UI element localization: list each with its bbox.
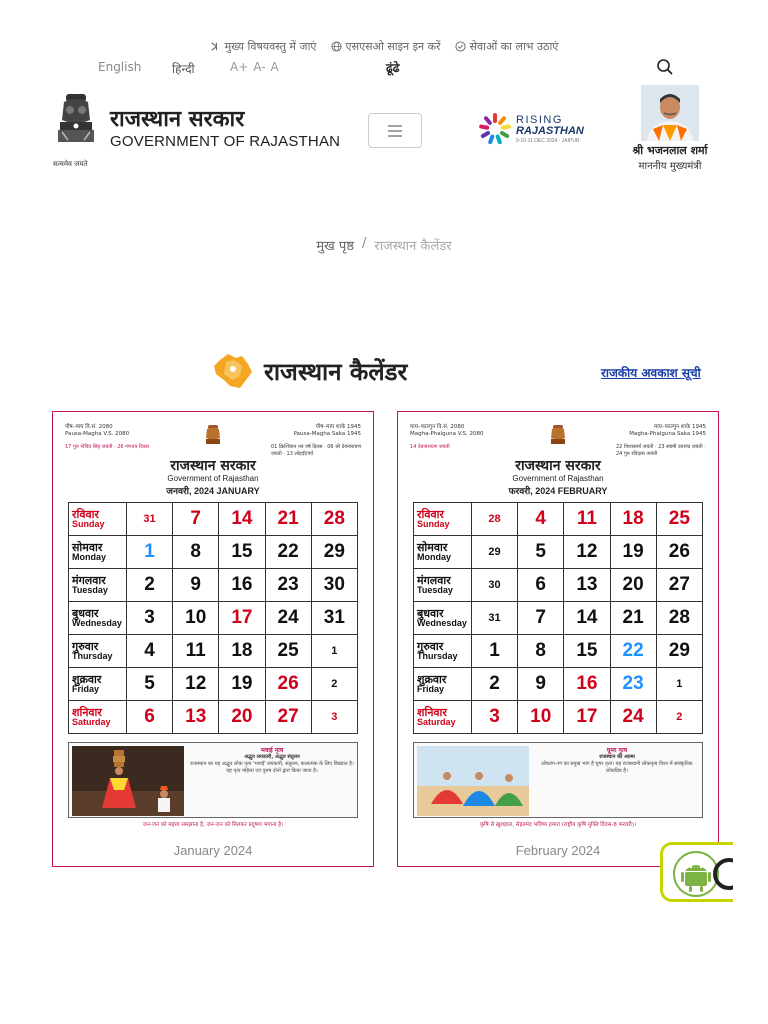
folk-dance-photo <box>72 746 184 816</box>
rising-rajasthan-icon <box>478 112 512 146</box>
weekday-hindi: सोमवार <box>72 540 103 554</box>
culture-body: लोकरंग–रंग का प्रमुख भाग है घूमर नृत्य। यह राजस्थानी लोकनृत्य विश्व में सांस्कृतिक लोकप्रिय है। <box>541 761 693 774</box>
weekday-hindi: शनिवार <box>417 705 447 719</box>
skip-to-content-label: मुख्य विषयवस्तु में जाएं <box>224 39 317 53</box>
date-cell: 11 <box>173 635 219 668</box>
era-right-hindi: पौष–माघ शाके 1945 <box>315 424 361 430</box>
language-bar <box>0 58 768 76</box>
calendar-week-row <box>69 635 358 668</box>
date-cell: 28 <box>656 602 702 635</box>
weekday-cell <box>414 602 472 635</box>
breadcrumb-home-link[interactable]: मुख पृष्ठ <box>316 239 354 254</box>
weekday-hindi: मंगलवार <box>417 573 451 587</box>
calendar-header <box>410 422 706 500</box>
date-cell: 29 <box>656 635 702 668</box>
sso-signin-link[interactable] <box>331 38 441 54</box>
search-icon[interactable] <box>656 58 674 76</box>
date-cell: 25 <box>656 503 702 536</box>
emblem-icon <box>203 424 223 450</box>
calendar-title-english: Government of Rajasthan <box>167 474 259 483</box>
weekday-cell <box>414 635 472 668</box>
check-circle-icon <box>455 41 466 52</box>
era-left-hindi: माघ–फाल्गुन वि.सं. 2080 <box>410 424 465 430</box>
date-cell: 25 <box>265 635 311 668</box>
calendar-week-row <box>69 602 358 635</box>
era-left-english: Pausa-Magha V.S. 2080 <box>65 431 130 437</box>
date-cell: 30 <box>311 569 357 602</box>
ashoka-emblem-icon[interactable] <box>52 92 100 170</box>
weekday-hindi: शनिवार <box>72 705 102 719</box>
date-cell: 11 <box>564 503 610 536</box>
calendar-card-february[interactable] <box>397 411 719 867</box>
calendar-era-right <box>271 424 361 438</box>
date-cell: 10 <box>173 602 219 635</box>
search-label[interactable]: ढूंढे <box>386 61 400 75</box>
date-cell: 1 <box>311 635 357 668</box>
date-cell: 3 <box>126 602 172 635</box>
calendar-caption: January 2024 <box>173 843 253 858</box>
culture-subtitle: राजस्थान की आत्मा <box>599 754 635 760</box>
rising-line3: 9-10-11 DEC 2024 · JAIPUR <box>516 137 580 144</box>
calendar-week-row <box>414 569 703 602</box>
date-cell: 20 <box>610 569 656 602</box>
calendar-era-right <box>616 424 706 438</box>
weekday-cell <box>414 569 472 602</box>
culture-title: घूमर नृत्य <box>606 747 628 754</box>
date-cell: 9 <box>173 569 219 602</box>
calendar-header <box>65 422 361 500</box>
holiday-notes-left: 14 देवनारायण जयंती <box>410 444 450 450</box>
calendar-week-row <box>69 569 358 602</box>
language-english[interactable]: English <box>98 60 142 74</box>
calendar-week-row <box>414 503 703 536</box>
calendar-week-row <box>69 503 358 536</box>
utility-bar <box>0 38 768 54</box>
page-title-block <box>212 352 407 390</box>
date-cell: 19 <box>610 536 656 569</box>
culture-title: भवाई नृत्य <box>260 747 284 754</box>
date-cell: 7 <box>173 503 219 536</box>
cm-portrait-icon <box>641 85 699 141</box>
date-cell: 23 <box>610 668 656 701</box>
calendar-month: फरवरी, 2024 FEBRUARY <box>508 486 608 496</box>
weekday-cell <box>69 569 127 602</box>
breadcrumb-separator: / <box>361 236 367 251</box>
breadcrumb <box>0 236 768 254</box>
calendar-week-row <box>414 602 703 635</box>
date-cell: 18 <box>610 503 656 536</box>
date-cell: 8 <box>173 536 219 569</box>
hamburger-icon <box>387 125 403 137</box>
date-cell: 2 <box>471 668 517 701</box>
rising-line2: RAJASTHAN <box>516 124 584 137</box>
date-cell: 20 <box>219 701 265 734</box>
weekday-english: Sunday <box>72 519 105 530</box>
calendar-month: जनवरी, 2024 JANUARY <box>166 486 260 496</box>
date-cell: 17 <box>564 701 610 734</box>
weekday-hindi: गुरुवार <box>417 639 444 653</box>
weekday-cell <box>69 668 127 701</box>
date-cell: 8 <box>518 635 564 668</box>
culture-text <box>534 747 700 775</box>
culture-text <box>189 747 355 775</box>
date-cell: 29 <box>311 536 357 569</box>
weekday-cell <box>414 668 472 701</box>
date-cell: 3 <box>311 701 357 734</box>
weekday-hindi: शुक्रवार <box>417 672 447 686</box>
date-cell: 21 <box>265 503 311 536</box>
date-cell: 4 <box>518 503 564 536</box>
date-cell: 6 <box>126 701 172 734</box>
date-cell: 26 <box>656 536 702 569</box>
benefits-label: सेवाओं का लाभ उठाएं <box>469 39 559 53</box>
date-cell: 22 <box>610 635 656 668</box>
weekday-english: Wednesday <box>417 618 467 629</box>
brand-english: GOVERNMENT OF RAJASTHAN <box>110 133 341 150</box>
holiday-notes-right: 01 क्रिश्चियन नव वर्ष दिवस · 06 श्री देवनारायण जयंती · 13 लोहड़ी/पर्व <box>271 444 361 457</box>
calendar-card-january[interactable] <box>52 411 374 867</box>
weekday-english: Saturday <box>417 717 456 728</box>
date-cell: 15 <box>564 635 610 668</box>
skip-arrow-icon <box>210 41 221 52</box>
calendar-era-left <box>65 424 155 438</box>
date-cell: 16 <box>564 668 610 701</box>
calendar-title-hindi: राजस्थान सरकार <box>515 458 601 474</box>
culture-body: राजस्थान का यह अद्भुत लोक नृत्य 'भवाई' लयकारी, संतुलन, कलात्मक के लिए विख्यात है। यह नृत्य महिला एवं पुरुष दोनों द्वारा किया जाता है। <box>190 761 354 774</box>
cm-name: श्री भजनलाल शर्मा <box>632 144 708 157</box>
date-cell: 13 <box>564 569 610 602</box>
date-cell: 17 <box>219 602 265 635</box>
weekday-hindi: गुरुवार <box>72 639 99 653</box>
date-cell: 31 <box>126 503 172 536</box>
date-cell: 31 <box>471 602 517 635</box>
brand-logo[interactable] <box>110 107 340 150</box>
date-cell: 10 <box>518 701 564 734</box>
date-cell: 5 <box>126 668 172 701</box>
date-cell: 1 <box>471 635 517 668</box>
language-hindi[interactable]: हिन्दी <box>172 62 195 76</box>
culture-panel <box>413 742 703 818</box>
calendar-image[interactable] <box>65 422 361 834</box>
date-cell: 5 <box>518 536 564 569</box>
date-cell: 14 <box>564 602 610 635</box>
weekday-hindi: बुधवार <box>72 606 99 620</box>
calendar-week-row <box>414 701 703 734</box>
era-right-english: Magha-Phalguna Saka 1945 <box>629 431 706 437</box>
date-cell: 21 <box>610 602 656 635</box>
benefits-link[interactable] <box>455 38 559 54</box>
culture-subtitle: अद्भुत लयकारी, अद्भुत संतुलन <box>244 754 300 760</box>
skip-to-content-link[interactable] <box>210 38 317 54</box>
sso-signin-label: एसएसओ साइन इन करें <box>345 39 441 53</box>
date-cell: 16 <box>219 569 265 602</box>
weekday-english: Friday <box>72 684 100 695</box>
date-cell: 27 <box>656 569 702 602</box>
date-cell: 6 <box>518 569 564 602</box>
rising-line1: RISING <box>516 113 563 126</box>
date-cell: 12 <box>173 668 219 701</box>
weekday-hindi: बुधवार <box>417 606 444 620</box>
date-cell: 4 <box>126 635 172 668</box>
date-cell: 28 <box>471 503 517 536</box>
brand-hindi: राजस्थान सरकार <box>110 107 245 132</box>
weekday-english: Sunday <box>417 519 450 530</box>
date-cell: 23 <box>265 569 311 602</box>
motto-text: सत्यमेव जयते <box>53 160 88 168</box>
date-cell: 7 <box>518 602 564 635</box>
weekday-hindi: रविवार <box>417 507 444 521</box>
calendar-week-row <box>414 536 703 569</box>
globe-icon <box>331 41 342 52</box>
android-icon <box>673 851 733 897</box>
weekday-cell <box>414 503 472 536</box>
holiday-notes-left: 17 गुरु गोविंद सिंह जयंती · 26 गणतंत्र दिवस <box>65 444 149 450</box>
cm-title: माननीय मुख्यमंत्री <box>638 161 702 172</box>
weekday-hindi: रविवार <box>72 507 99 521</box>
breadcrumb-current: राजस्थान कैलेंडर <box>374 239 452 254</box>
weekday-english: Thursday <box>417 651 458 662</box>
weekday-hindi: सोमवार <box>417 540 448 554</box>
weekday-cell <box>69 536 127 569</box>
date-cell: 9 <box>518 668 564 701</box>
calendar-grid <box>413 502 703 734</box>
page-title: राजस्थान कैलेंडर <box>264 357 408 386</box>
calendar-week-row <box>69 668 358 701</box>
date-cell: 14 <box>219 503 265 536</box>
folk-dance-photo <box>417 746 529 816</box>
weekday-english: Tuesday <box>72 585 108 596</box>
date-cell: 2 <box>311 668 357 701</box>
font-increase-button[interactable]: A+ <box>230 60 249 74</box>
date-cell: 15 <box>219 536 265 569</box>
weekday-english: Friday <box>417 684 445 695</box>
emblem-icon <box>548 424 568 450</box>
weekday-english: Monday <box>72 552 107 563</box>
date-cell: 26 <box>265 668 311 701</box>
era-left-english: Magha-Phalguna V.S. 2080 <box>410 431 484 437</box>
era-right-english: Pausa-Magha Saka 1945 <box>293 431 361 437</box>
date-cell: 13 <box>173 701 219 734</box>
date-cell: 24 <box>265 602 311 635</box>
font-decrease-button[interactable]: A- <box>253 60 266 74</box>
date-cell: 29 <box>471 536 517 569</box>
weekday-cell <box>69 635 127 668</box>
weekday-cell <box>69 602 127 635</box>
font-reset-button[interactable]: A <box>270 60 279 74</box>
date-cell: 12 <box>564 536 610 569</box>
holiday-list-link[interactable]: राजकीय अवकाश सूची <box>601 366 701 380</box>
weekday-cell <box>69 701 127 734</box>
calendar-caption: February 2024 <box>515 843 601 858</box>
date-cell: 1 <box>656 668 702 701</box>
date-cell: 22 <box>265 536 311 569</box>
calendar-grid <box>68 502 358 734</box>
chief-minister-photo <box>641 85 699 141</box>
calendar-image[interactable] <box>410 422 706 834</box>
calendar-title-hindi: राजस्थान सरकार <box>170 458 256 474</box>
calendar-week-row <box>69 536 358 569</box>
rising-rajasthan-logo[interactable] <box>478 112 584 146</box>
weekday-hindi: मंगलवार <box>72 573 106 587</box>
weekday-english: Saturday <box>72 717 111 728</box>
calendar-week-row <box>414 635 703 668</box>
date-cell: 2 <box>656 701 702 734</box>
date-cell: 18 <box>219 635 265 668</box>
calendar-footer-slogan: कृषि से ख़ुशहाल, सेहतमंद भविष्य हमारा (राष्ट्रीय कृषि मुक्ति दिवस-8 फरवरी)। <box>479 822 637 828</box>
date-cell: 19 <box>219 668 265 701</box>
culture-panel <box>68 742 358 818</box>
date-cell: 2 <box>126 569 172 602</box>
date-cell: 3 <box>471 701 517 734</box>
date-cell: 27 <box>265 701 311 734</box>
weekday-cell <box>414 701 472 734</box>
calendar-era-left <box>410 424 500 438</box>
weekday-cell <box>414 536 472 569</box>
weekday-english: Thursday <box>72 651 113 662</box>
date-cell: 30 <box>471 569 517 602</box>
era-right-hindi: माघ–फाल्गुन शाके 1945 <box>653 424 706 430</box>
calendar-week-row <box>69 701 358 734</box>
weekday-english: Wednesday <box>72 618 122 629</box>
holiday-notes-right: 22 विश्वकर्मा जयंती · 23 स्वामी दयानंद जयंती · 24 गुरु रविदास जयंती <box>616 444 706 457</box>
weekday-english: Tuesday <box>417 585 453 596</box>
era-left-hindi: पौष–माघ वि.सं. 2080 <box>65 424 113 430</box>
android-app-button[interactable] <box>660 842 733 902</box>
date-cell: 28 <box>311 503 357 536</box>
date-cell: 1 <box>126 536 172 569</box>
calendar-week-row <box>414 668 703 701</box>
calendar-title-english: Government of Rajasthan <box>512 474 604 483</box>
weekday-hindi: शुक्रवार <box>72 672 102 686</box>
rajasthan-map-icon <box>212 352 254 390</box>
weekday-english: Monday <box>417 552 452 563</box>
weekday-cell <box>69 503 127 536</box>
date-cell: 24 <box>610 701 656 734</box>
menu-toggle-button[interactable] <box>368 113 422 148</box>
date-cell: 31 <box>311 602 357 635</box>
calendar-footer-slogan: जन-जन को महत्त्व समझाना है, जन-जन को मिलकर प्रदूषण भगाना है। <box>142 822 284 828</box>
font-size-controls <box>230 60 279 74</box>
